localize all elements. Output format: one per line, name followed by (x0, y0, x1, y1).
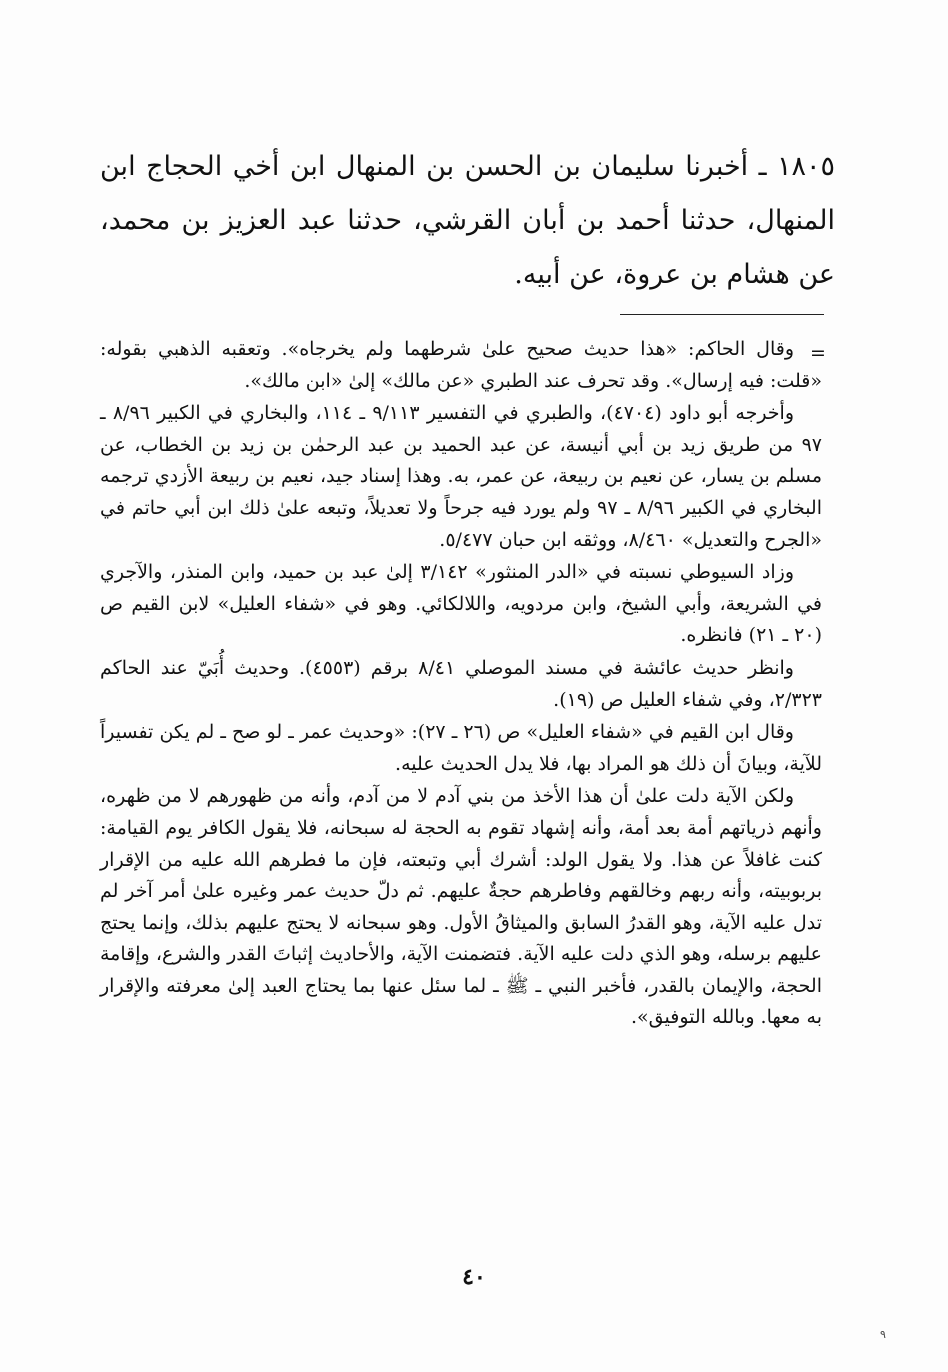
footnote-paragraph: ولكن الآية دلت علىٰ أن هذا الأخذ من بني آدم لا من آدم، وأنه من ظهورهم لا من ظهره، وأنهم ذرياتهم أمة بعد أمة، وأنه إشهاد تقوم به الحجة له سبحانه، فلا يقول الكافر يوم القيامة: كنت غافلاً عن هذا. ولا يقول الولد: أشرك أبي وتبعته، فإن ما فطرهم الله عليه من الإقرار بربوبيته، وأنه ربهم وخالقهم وفاطرهم حجةٌ عليهم. ثم دلّ حديث عمر وغيره علىٰ أمر آخر لم تدل عليه الآية، وهو القدرُ السابق والميثاقُ الأول. وهو سبحانه لا يحتج عليهم بذلك، وإنما يحتج عليهم برسله، وهو الذي دلت عليه الآية. فتضمنت الآية، والأحاديث إثباتَ القدر والشرع، وإقامة الحجة، والإيمان بالقدر، فأخبر النبي ـ ﷺ ـ لما سئل عنها بما يحتاج العبد إلىٰ معرفته والإقرار به معها. وبالله التوفيق». (100, 785, 822, 1029)
footnote-paragraph: وانظر حديث عائشة في مسند الموصلي ٨/٤١ برقم (٤٥٥٣). وحديث أُبَيّ عند الحاكم ٢/٣٢٣، وفي شفاء العليل ص (١٩). (100, 656, 822, 711)
page-number: ٤٠ (462, 1264, 486, 1290)
corner-mark: ٩ (880, 1328, 886, 1341)
footnote-continuation-mark: = (810, 342, 826, 364)
hadith-paragraph: ١٨٠٥ ـ أخبرنا سليمان بن الحسن بن المنهال ابن أخي الحجاج ابن المنهال، حدثنا أحمد بن أبان القرشي، حدثنا عبد العزيز بن محمد، عن هشام بن عروة، عن أبيه. (100, 151, 835, 290)
footnote-paragraph: وقال ابن القيم في «شفاء العليل» ص (٢٦ ـ ٢٧): «وحديث عمر ـ لو صح ـ لم يكن تفسيراً للآية، وبيانَ أن ذلك هو المراد بها، فلا يدل الحديث عليه. (100, 721, 822, 775)
hadith-text-block (100, 140, 835, 302)
footnote-paragraph: وزاد السيوطي نسبته في «الدر المنثور» ٣/١٤٢ إلىٰ عبد بن حميد، وابن المنذر، والآجري في الشريعة، وأبي الشيخ، وابن مردويه، واللالكائي. وهو في «شفاء العليل» لابن القيم ص (٢٠ ـ ٢١) فانظره. (100, 561, 822, 647)
footnote-paragraph: وأخرجه أبو داود (٤٧٠٤)، والطبري في التفسير ٩/١١٣ ـ ١١٤، والبخاري في الكبير ٨/٩٦ ـ ٩٧ من طريق زيد بن أبي أنيسة، عن عبد الحميد بن عبد الرحمٰن بن زيد بن الخطاب، عن مسلم بن يسار، عن نعيم بن ربيعة، عن عمر، به. وهذا إسناد جيد، نعيم بن ربيعة الأزدي ترجمه البخاري في الكبير ٨/٩٦ ـ ٩٧ ولم يورد فيه جرحاً ولا تعديلاً، وتبعه علىٰ ذلك ابن أبي حاتم في «الجرح والتعديل» ٨/٤٦٠، ووثقه ابن حبان ٥/٤٧٧. (100, 402, 823, 551)
footnotes-block (100, 334, 822, 1035)
footnote-paragraph: وقال الحاكم: «هذا حديث صحيح علىٰ شرطهما ولم يخرجاه». وتعقبه الذهبي بقوله: «قلت: فيه إرسال». وقد تحرف عند الطبري «عن مالك» إلىٰ «ابن مالك». (100, 338, 822, 392)
footnote-separator (620, 314, 824, 315)
